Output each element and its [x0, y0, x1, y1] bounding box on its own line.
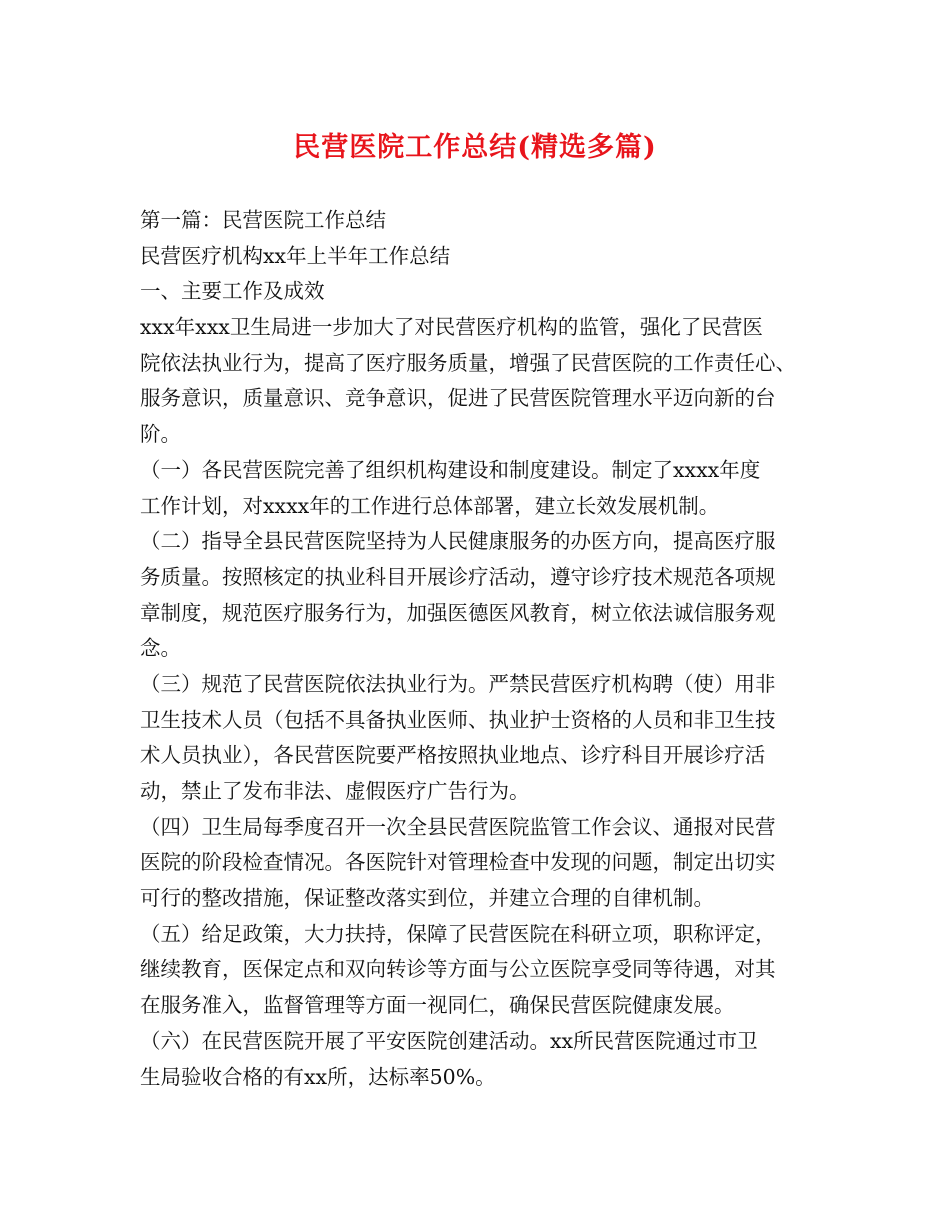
- text-line: （三）规范了民营医院依法执业行为。严禁民营医疗机构聘（使）用非: [140, 671, 776, 696]
- text-line: （二）指导全县民营医院坚持为人民健康服务的办医方向，提高医疗服: [140, 529, 776, 554]
- text-line: 服务意识，质量意识、竞争意识，促进了民营医院管理水平迈向新的台: [140, 386, 776, 411]
- text-line: 在服务准入，监督管理等方面一视同仁，确保民营医院健康发展。: [140, 993, 735, 1018]
- text-line: 章制度，规范医疗服务行为，加强医德医风教育，树立依法诚信服务观: [140, 600, 776, 625]
- text-line: 院依法执业行为，提高了医疗服务质量，增强了民营医院的工作责任心、: [140, 350, 796, 375]
- text-line: 第一篇：民营医院工作总结: [140, 208, 386, 232]
- text-line: 可行的整改措施，保证整改落实到位，并建立合理的自律机制。: [140, 886, 714, 911]
- text-line: 继续教育，医保定点和双向转诊等方面与公立医院享受同等待遇，对其: [140, 957, 776, 982]
- text-line: （一）各民营医院完善了组织机构建设和制度建设。制定了xxxx年度: [140, 457, 761, 482]
- document-body: [140, 203, 830, 1095]
- text-line: （六）在民营医院开展了平安医院创建活动。xx所民营医院通过市卫: [140, 1028, 758, 1053]
- text-line: 工作计划，对xxxx年的工作进行总体部署，建立长效发展机制。: [140, 493, 720, 518]
- text-line: 务质量。按照核定的执业科目开展诊疗活动，遵守诊疗技术规范各项规: [140, 564, 776, 589]
- text-line: 一、主要工作及成效: [140, 279, 325, 304]
- text-line: 术人员执业），各民营医院要严格按照执业地点、诊疗科目开展诊疗活: [140, 743, 766, 768]
- text-line: 念。: [140, 636, 181, 661]
- text-line: 医院的阶段检查情况。各医院针对管理检查中发现的问题，制定出切实: [140, 850, 776, 875]
- text-line: xxx年xxx卫生局进一步加大了对民营医疗机构的监管，强化了民营医: [140, 315, 763, 340]
- text-line: （四）卫生局每季度召开一次全县民营医院监管工作会议、通报对民营: [140, 814, 776, 839]
- document-title: 民营医院工作总结(精选多篇): [293, 132, 657, 163]
- text-line: 动，禁止了发布非法、虚假医疗广告行为。: [140, 779, 530, 803]
- text-line: 阶。: [140, 422, 181, 447]
- text-line: 生局验收合格的有xx所，达标率50%。: [140, 1064, 496, 1089]
- text-line: 卫生技术人员（包括不具备执业医师、执业护士资格的人员和非卫生技: [140, 707, 776, 732]
- text-line: 民营医疗机构xx年上半年工作总结: [140, 243, 451, 268]
- text-line: （五）给足政策，大力扶持，保障了民营医院在科研立项，职称评定，: [140, 921, 776, 946]
